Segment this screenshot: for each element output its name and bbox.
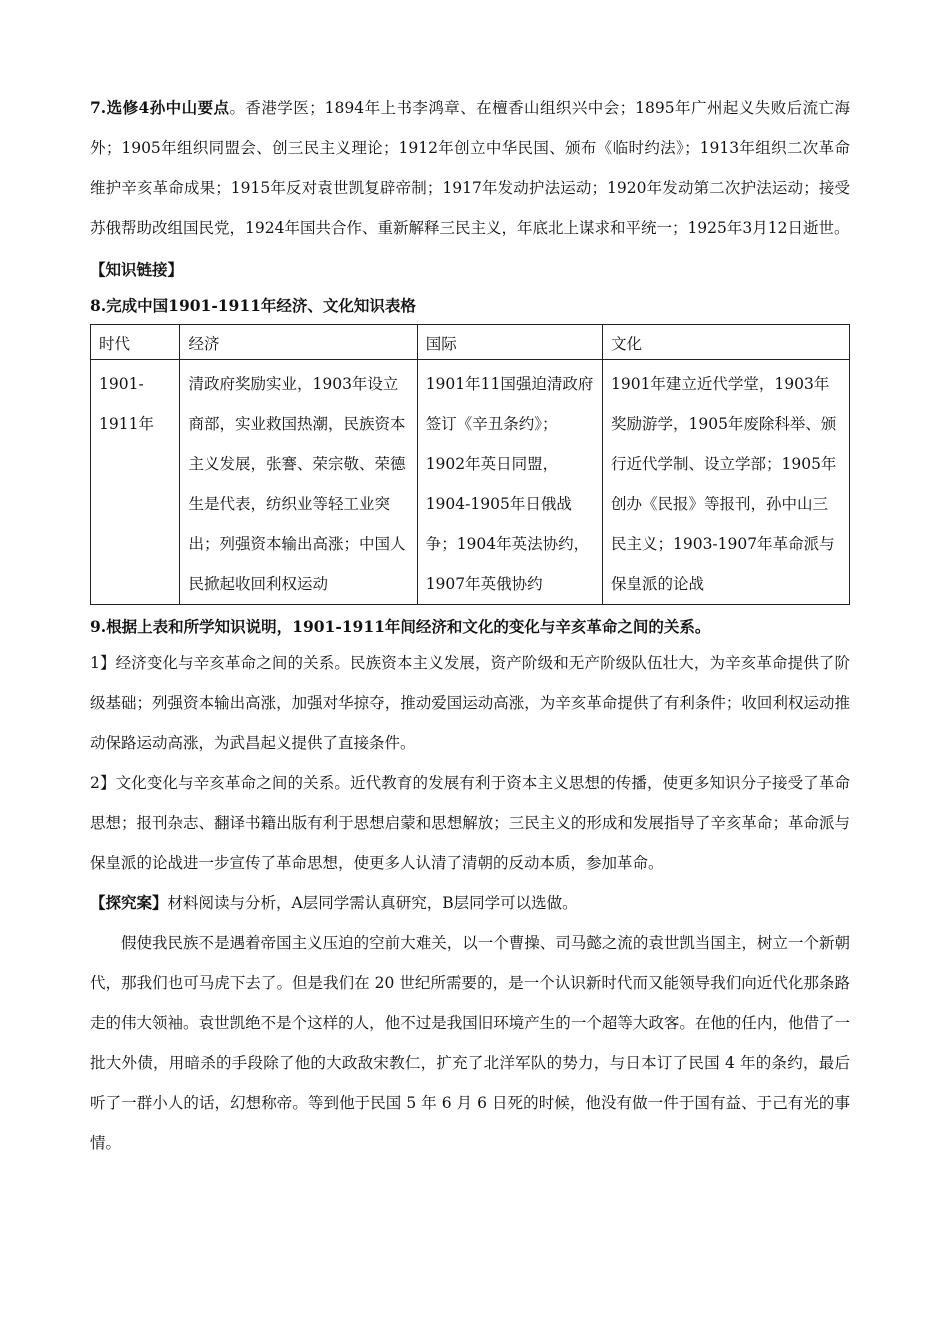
inquiry-label: 【探究案】 (90, 893, 168, 912)
knowledge-table (90, 324, 850, 605)
table-header-economy: 经济 (180, 325, 417, 360)
knowledge-link-heading: 【知识链接】 (90, 260, 184, 279)
table-cell-international: 1901年11国强迫清政府签订《辛丑条约》；1902年英日同盟，1904-1905年日俄战争；1904年英法协约，1907年英俄协约 (417, 360, 602, 605)
table-header-culture: 文化 (602, 325, 849, 360)
section7-title: 7.选修4孙中山要点 (90, 98, 230, 117)
section8-title: 8.完成中国1901-1911年经济、文化知识表格 (90, 296, 416, 315)
section7-paragraph (90, 88, 850, 248)
document-page (90, 88, 850, 1163)
section9-point1: 1】经济变化与辛亥革命之间的关系。民族资本主义发展，资产阶级和无产阶级队伍壮大，为辛亥革命提供了阶级基础；列强资本输出高涨，加强对华掠夺，推动爱国运动高涨，为辛亥革命提供了有利条件；收回利权运动推动保路运动高涨，为武昌起义提供了直接条件。 (90, 654, 850, 752)
inquiry-text: 材料阅读与分析，A层同学需认真研究，B层同学可以选做。 (167, 894, 578, 912)
table-row (91, 360, 850, 605)
inquiry-paragraph (90, 883, 850, 923)
section7-text: 。香港学医；1894年上书李鸿章、在檀香山组织兴中会；1895年广州起义失败后流亡海外；1905年组织同盟会、创三民主义理论；1912年创立中华民国、颁布《临时约法》；1913年组织二次革命维护辛亥革命成果；1915年反对袁世凯复辟帝制；1917年发动护法运动；1920年发动第二次护法运动；接受苏俄帮助改组国民党，1924年国共合作、重新解释三民主义，年底北上谋求和平统一；1925年3月12日逝世。 (90, 99, 850, 237)
table-header-row (91, 325, 850, 360)
table-cell-culture: 1901年建立近代学堂，1903年奖励游学，1905年废除科举、颁行近代学制、设立学部；1905年创办《民报》等报刊，孙中山三民主义；1903-1907年革命派与保皇派的论战 (602, 360, 849, 605)
table-header-era: 时代 (91, 325, 180, 360)
table-cell-era: 1901-1911年 (91, 360, 180, 605)
inquiry-passage: 假使我民族不是遇着帝国主义压迫的空前大难关，以一个曹操、司马懿之流的袁世凯当国主，树立一个新朝代，那我们也可马虎下去了。但是我们在 20 世纪所需要的，是一个认识新时代而又能领导我们向近代化那条路走的伟大领袖。袁世凯绝不是个这样的人，他不过是我国旧环境产生的一个超等大政客。在他的任内，他借了一批大外债，用暗杀的手段除了他的大政敌宋教仁，扩充了北洋军队的势力，与日本订了民国 4 年的条约，最后听了一群小人的话，幻想称帝。等到他于民国 5 年 6 月 6 日死的时候，他没有做一件于国有益、于己有光的事情。 (90, 934, 850, 1152)
table-cell-economy: 清政府奖励实业，1903年设立商部，实业救国热潮，民族资本主义发展，张謇、荣宗敬、荣德生是代表，纺织业等轻工业突出；列强资本输出高涨；中国人民掀起收回利权运动 (180, 360, 417, 605)
section9-point2: 2】文化变化与辛亥革命之间的关系。近代教育的发展有利于资本主义思想的传播，使更多知识分子接受了革命思想；报刊杂志、翻译书籍出版有利于思想启蒙和思想解放；三民主义的形成和发展指导了辛亥革命；革命派与保皇派的论战进一步宣传了革命思想，使更多人认清了清朝的反动本质，参加革命。 (90, 774, 850, 872)
table-header-international: 国际 (417, 325, 602, 360)
section9-title: 9.根据上表和所学知识说明，1901-1911年间经济和文化的变化与辛亥革命之间的关系。 (90, 617, 711, 636)
